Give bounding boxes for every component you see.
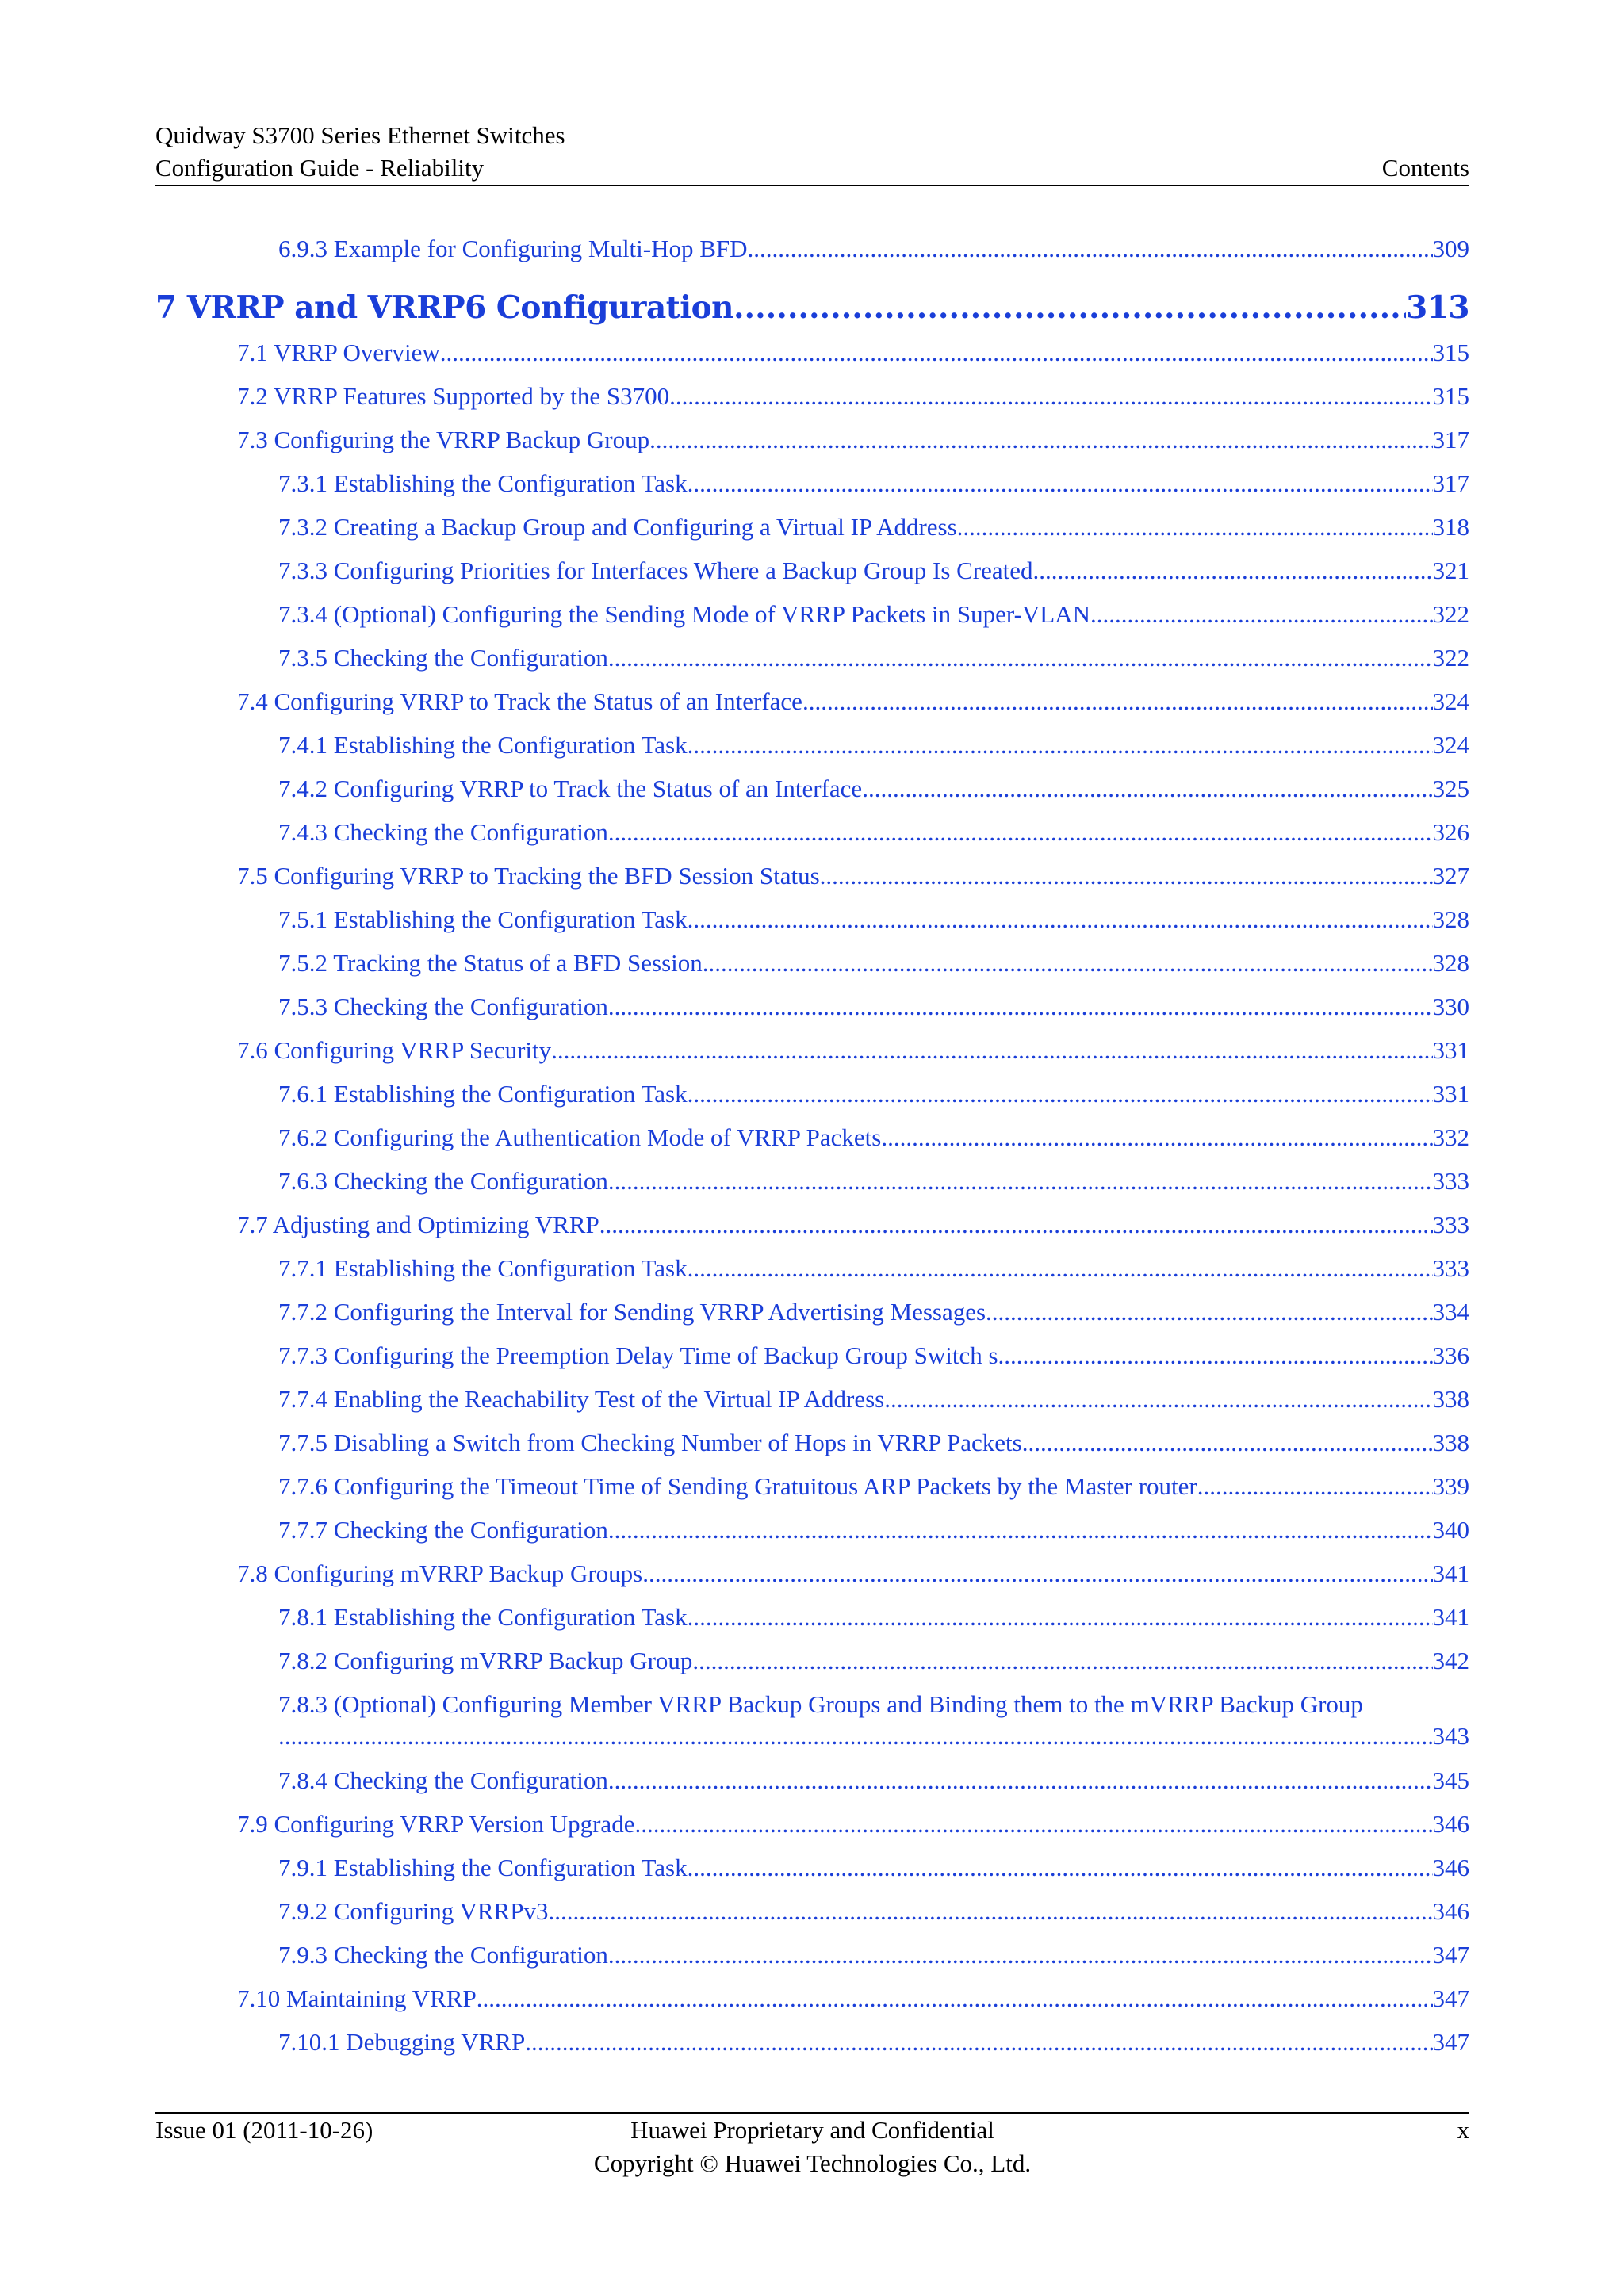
toc-leader (649, 424, 1432, 456)
footer-center (155, 2114, 1469, 2180)
toc-entry-7-7-3[interactable] (278, 1340, 1469, 1372)
toc-entry-7-10-1[interactable] (278, 2026, 1469, 2058)
toc-leader (669, 381, 1432, 412)
footer-copyright: Copyright © Huawei Technologies Co., Ltd. (593, 2149, 1032, 2177)
toc-leader (608, 642, 1433, 674)
toc-leader (548, 1896, 1432, 1927)
toc-entry-page: 324 (1432, 731, 1469, 759)
toc-entry-page: 347 (1432, 2028, 1469, 2056)
toc-entry-text: 7.7 Adjusting and Optimizing VRRP (237, 1211, 599, 1238)
toc-entry-page: 322 (1432, 600, 1469, 628)
toc-leader (881, 1122, 1432, 1154)
toc-entry-text: 7.6.3 Checking the Configuration (278, 1167, 608, 1195)
toc-entry-text: 7.10 Maintaining VRRP (237, 1984, 477, 2012)
toc-entry-page: 345 (1432, 1766, 1469, 1794)
toc-entry-7-9-3[interactable] (278, 1939, 1469, 1971)
toc-entry-page: 334 (1432, 1298, 1469, 1326)
toc-entry-text: 7.8.3 (Optional) Configuring Member VRRP Backup Groups and Binding them to the mVRRP Backup Group (278, 1690, 1363, 1718)
toc-entry-page: 328 (1432, 949, 1469, 977)
toc-entry-7-6[interactable] (237, 1035, 1469, 1066)
toc-entry-7-7-2[interactable] (278, 1296, 1469, 1328)
toc-entry-7-6-2[interactable] (278, 1122, 1469, 1154)
toc-entry-text: 7.4.2 Configuring VRRP to Track the Status of an Interface (278, 775, 863, 802)
toc-leader (1090, 599, 1432, 630)
toc-entry-7-4-2[interactable] (278, 773, 1469, 805)
toc-entry-text: 7.2 VRRP Features Supported by the S3700 (237, 382, 670, 410)
toc-entry-7-8-3[interactable] (278, 1689, 1469, 1752)
toc-entry-text: 7.7.1 Establishing the Configuration Task (278, 1254, 688, 1282)
toc-leader (802, 686, 1433, 718)
toc-entry-text: 7.9.3 Checking the Configuration (278, 1941, 608, 1969)
toc-entry-7-9-1[interactable] (278, 1852, 1469, 1884)
header-section: Contents (1381, 154, 1469, 182)
toc-entry-page: 309 (1432, 235, 1469, 262)
toc-entry-text: 7.7.2 Configuring the Interval for Sending VRRP Advertising Messages (278, 1298, 986, 1326)
toc-leader (608, 817, 1433, 848)
toc-entry-7-5-3[interactable] (278, 991, 1469, 1023)
toc-leader (692, 1645, 1432, 1677)
header-line-2 (155, 151, 1469, 184)
toc-entry-page: 313 (1406, 289, 1469, 326)
toc-leader (634, 1808, 1432, 1840)
toc-entry-7-7-4[interactable] (278, 1383, 1469, 1415)
toc-entry-7-4-1[interactable] (278, 729, 1469, 761)
toc-leader (998, 1340, 1433, 1372)
toc-entry-page: 332 (1432, 1123, 1469, 1151)
toc-entry-text: 7.8.4 Checking the Configuration (278, 1766, 608, 1794)
toc-leader (733, 288, 1406, 327)
toc-entry-7-1[interactable] (237, 337, 1469, 369)
toc-entry-text: 7.7.4 Enabling the Reachability Test of the Virtual IP Address (278, 1385, 885, 1413)
toc-entry-7-3-5[interactable] (278, 642, 1469, 674)
toc-entry-7-3-3[interactable] (278, 555, 1469, 587)
toc-entry-text: 7.7.7 Checking the Configuration (278, 1516, 608, 1544)
toc-entry-continuation (278, 1720, 1469, 1752)
toc-entry-7-8-2[interactable] (278, 1645, 1469, 1677)
toc-leader (748, 233, 1433, 265)
footer-issue: Issue 01 (2011-10-26) (155, 2116, 373, 2144)
toc-entry-text: 7.5 Configuring VRRP to Tracking the BFD Session Status (237, 862, 820, 890)
toc-leader (1197, 1471, 1433, 1502)
toc-entry-7-2[interactable] (237, 381, 1469, 412)
toc-leader (608, 1514, 1433, 1546)
toc-entry-page: 315 (1432, 382, 1469, 410)
toc-entry-text: 7.5.2 Tracking the Status of a BFD Session (278, 949, 703, 977)
toc-entry-text: 7.5.1 Establishing the Configuration Task (278, 905, 688, 933)
toc-entry-page: 322 (1432, 644, 1469, 672)
toc-entry-text: 7.9.1 Establishing the Configuration Task (278, 1854, 688, 1881)
toc-entry-page: 343 (1432, 1722, 1469, 1750)
toc-entry-text: 7.9 Configuring VRRP Version Upgrade (237, 1810, 635, 1838)
toc-entry-text: 7.4.3 Checking the Configuration (278, 818, 608, 846)
toc-entry-page: 317 (1432, 469, 1469, 497)
toc-entry-7-8-4[interactable] (278, 1765, 1469, 1797)
toc-entry-text: 7.7.5 Disabling a Switch from Checking Number of Hops in VRRP Packets (278, 1429, 1022, 1456)
toc-leader (957, 511, 1433, 543)
toc-entry-text: 7.1 VRRP Overview (237, 339, 440, 366)
toc-leader (688, 1852, 1433, 1884)
toc-entry-page: 328 (1432, 905, 1469, 933)
toc-leader (440, 337, 1433, 369)
toc-entry-text: 7.8.1 Establishing the Configuration Task (278, 1603, 688, 1631)
toc-leader (688, 1078, 1433, 1110)
toc-entry-7-3-4[interactable] (278, 599, 1469, 630)
toc-entry-page: 333 (1432, 1254, 1469, 1282)
toc-entry-7-6-1[interactable] (278, 1078, 1469, 1110)
toc-entry-7-7[interactable] (237, 1209, 1469, 1241)
toc-entry-page: 321 (1432, 557, 1469, 584)
toc-entry-page: 317 (1432, 426, 1469, 453)
toc-entry-page: 341 (1432, 1559, 1469, 1587)
toc-leader (608, 1165, 1433, 1197)
toc-entry-text: 7.3.2 Creating a Backup Group and Configuring a Virtual IP Address (278, 513, 957, 541)
header-rule (155, 185, 1469, 186)
toc-entry-text: 7.6 Configuring VRRP Security (237, 1036, 552, 1064)
toc-entry-7-7-7[interactable] (278, 1514, 1469, 1546)
toc-entry-6-9-3[interactable] (278, 233, 1469, 265)
header-product: Quidway S3700 Series Ethernet Switches (155, 121, 565, 149)
toc-entry-page: 338 (1432, 1385, 1469, 1413)
toc-entry-text: 7.4 Configuring VRRP to Track the Status of an Interface (237, 687, 802, 715)
toc-leader (642, 1558, 1432, 1590)
toc-entry-text: 6.9.3 Example for Configuring Multi-Hop BFD (278, 235, 748, 262)
toc-leader (525, 2026, 1432, 2058)
toc-entry-text: 7.3.4 (Optional) Configuring the Sending Mode of VRRP Packets in Super-VLAN (278, 600, 1091, 628)
toc-entry-page: 326 (1432, 818, 1469, 846)
toc-entry-text: 7.7.3 Configuring the Preemption Delay Time of Backup Group Switch s (278, 1341, 998, 1369)
toc-entry-text: 7.3.1 Establishing the Configuration Task (278, 469, 688, 497)
toc-leader (477, 1983, 1433, 2015)
toc-entry-text: 7.6.1 Establishing the Configuration Task (278, 1080, 688, 1108)
toc-entry-page: 346 (1432, 1810, 1469, 1838)
toc-leader (599, 1209, 1433, 1241)
toc-entry-text: 7 VRRP and VRRP6 Configuration (155, 289, 733, 326)
toc-entry-text: 7.10.1 Debugging VRRP (278, 2028, 526, 2056)
toc-leader (820, 860, 1433, 892)
toc-leader (688, 1253, 1433, 1284)
toc-entry-7-5-1[interactable] (278, 904, 1469, 936)
toc-entry-7-4[interactable] (237, 686, 1469, 718)
toc-entry-page: 347 (1432, 1984, 1469, 2012)
toc-entry-7-6-3[interactable] (278, 1165, 1469, 1197)
toc-entry-text: 7.3 Configuring the VRRP Backup Group (237, 426, 650, 453)
toc-leader (608, 991, 1433, 1023)
toc-entry-page: 338 (1432, 1429, 1469, 1456)
toc-entry-page: 336 (1432, 1341, 1469, 1369)
toc-entry-7-7-1[interactable] (278, 1253, 1469, 1284)
toc-entry-7-7-5[interactable] (278, 1427, 1469, 1459)
toc-entry-text: 7.3.5 Checking the Configuration (278, 644, 608, 672)
toc-entry-page: 346 (1432, 1897, 1469, 1925)
toc-entry-page: 333 (1432, 1167, 1469, 1195)
toc-entry-text: 7.5.3 Checking the Configuration (278, 993, 608, 1020)
toc-entry-page: 341 (1432, 1603, 1469, 1631)
page-header (155, 119, 1469, 184)
toc-leader (1033, 555, 1433, 587)
toc-entry-text: 7.7.6 Configuring the Timeout Time of Sending Gratuitous ARP Packets by the Master router (278, 1472, 1197, 1500)
toc-entry-text: 7.6.2 Configuring the Authentication Mode of VRRP Packets (278, 1123, 882, 1151)
footer-page-number: x (1457, 2116, 1469, 2144)
toc-entry-7-4-3[interactable] (278, 817, 1469, 848)
toc-leader (884, 1383, 1432, 1415)
toc-entry-page: 346 (1432, 1854, 1469, 1881)
toc-entry-page: 331 (1432, 1036, 1469, 1064)
toc-leader (551, 1035, 1432, 1066)
toc-entry-page: 340 (1432, 1516, 1469, 1544)
toc-leader (688, 729, 1433, 761)
toc-entry-page: 347 (1432, 1941, 1469, 1969)
toc-leader (986, 1296, 1432, 1328)
toc-entry-text: 7.8 Configuring mVRRP Backup Groups (237, 1559, 643, 1587)
toc-leader (688, 904, 1433, 936)
toc-entry-7-3[interactable] (237, 424, 1469, 456)
toc-leader (703, 947, 1433, 979)
header-guide: Configuration Guide - Reliability (155, 154, 485, 182)
toc-entry-page: 324 (1432, 687, 1469, 715)
footer-proprietary: Huawei Proprietary and Confidential (630, 2116, 994, 2144)
toc-leader (608, 1939, 1433, 1971)
toc-entry-page: 318 (1432, 513, 1469, 541)
toc-entry-page: 331 (1432, 1080, 1469, 1108)
toc-entry-page: 339 (1432, 1472, 1469, 1500)
toc-entry-page: 327 (1432, 862, 1469, 890)
toc-entry-text: 7.4.1 Establishing the Configuration Task (278, 731, 688, 759)
toc-leader (862, 773, 1432, 805)
toc-entry-7-9[interactable] (237, 1808, 1469, 1840)
toc-entry-7-9-2[interactable] (278, 1896, 1469, 1927)
toc-entry-7-3-2[interactable] (278, 511, 1469, 543)
toc-entry-page: 325 (1432, 775, 1469, 802)
toc-entry-7-7-6[interactable] (278, 1471, 1469, 1502)
toc-entry-page: 330 (1432, 993, 1469, 1020)
toc-entry-page: 315 (1432, 339, 1469, 366)
toc-entry-7-5[interactable] (237, 860, 1469, 892)
toc-leader (608, 1765, 1433, 1797)
toc-entry-7-8[interactable] (237, 1558, 1469, 1590)
toc-leader (278, 1720, 1433, 1752)
toc-leader (688, 1601, 1433, 1633)
toc-leader (1022, 1427, 1433, 1459)
toc-entry-7-5-2[interactable] (278, 947, 1469, 979)
toc-entry-text: 7.3.3 Configuring Priorities for Interfaces Where a Backup Group Is Created (278, 557, 1033, 584)
toc-entry-text: 7.8.2 Configuring mVRRP Backup Group (278, 1647, 693, 1674)
toc-entry-7-3-1[interactable] (278, 468, 1469, 499)
toc-entry-page: 342 (1432, 1647, 1469, 1674)
toc-entry-7-10[interactable] (237, 1983, 1469, 2015)
toc-entry-text: 7.9.2 Configuring VRRPv3 (278, 1897, 549, 1925)
toc-leader (688, 468, 1433, 499)
toc-entry-7-8-1[interactable] (278, 1601, 1469, 1633)
toc-entry-page: 333 (1432, 1211, 1469, 1238)
toc-chapter-7[interactable] (155, 288, 1469, 327)
